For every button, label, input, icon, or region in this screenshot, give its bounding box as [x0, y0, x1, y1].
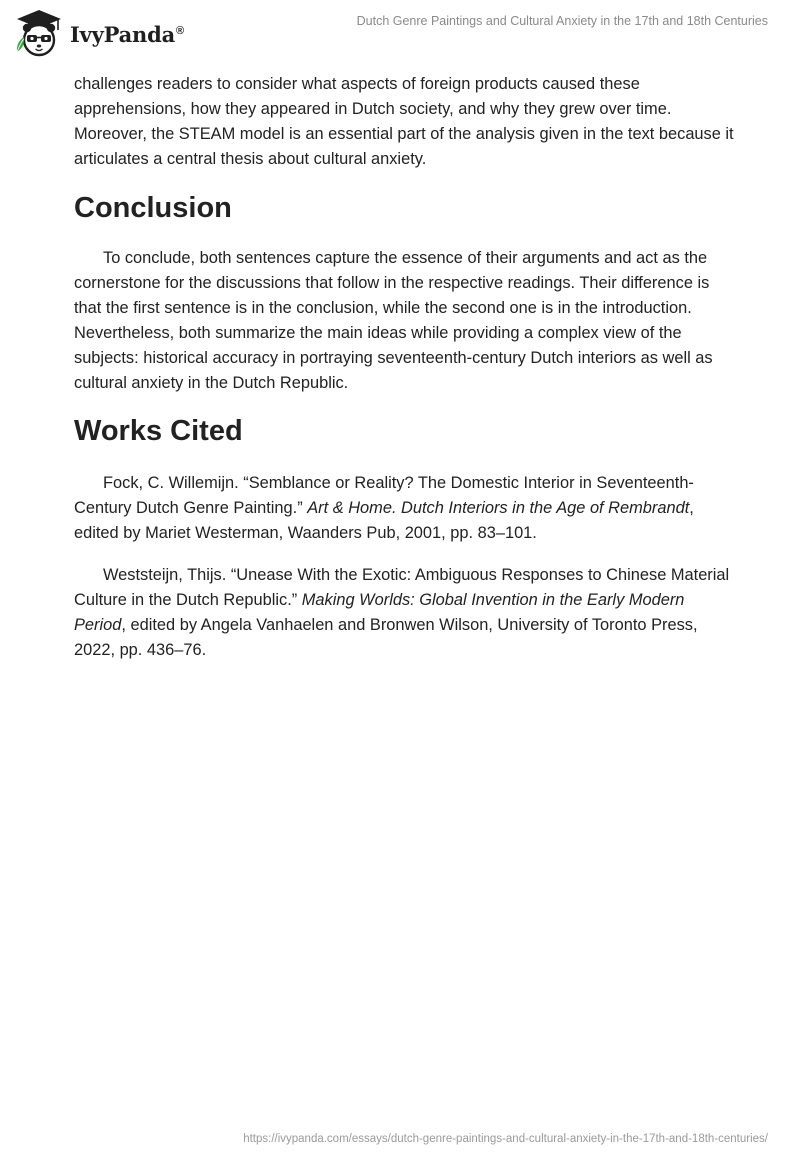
citation-source-title: Making Worlds: Global Invention in the Early Modern Period — [74, 591, 685, 634]
source-url-link[interactable]: https://ivypanda.com/essays/dutch-genre-paintings-and-cultural-anxiety-in-the-17th-and-18th-centuries/ — [243, 1133, 768, 1145]
citation-lead: Weststeijn, Thijs. “Unease With the Exotic: Ambiguous Responses to Chinese Material Culture in the Dutch Republic.” — [74, 566, 730, 609]
logo-wordmark: IvyPanda® — [70, 21, 184, 47]
works-cited-heading: Works Cited — [74, 415, 243, 447]
conclusion-heading: Conclusion — [74, 192, 232, 224]
essay-content — [74, 72, 734, 663]
ivypanda-logo[interactable] — [14, 8, 184, 58]
conclusion-paragraph: To conclude, both sentences capture the essence of their arguments and act as the cornerstone for the discussions that follow in the respective readings. Their difference is that the first sentence is in the conclusion, while the second one is in the introduction. Nevertheless, both summarize the main ideas while providing a complex view of the subjects: historical accuracy in portraying seventeenth-century Dutch interiors as well as cultural anxiety in the Dutch Republic. — [74, 249, 713, 392]
citation-source-title: Art & Home. Dutch Interiors in the Age of Rembrandt — [307, 499, 690, 517]
citation-weststeijn — [74, 563, 734, 663]
document-title: Dutch Genre Paintings and Cultural Anxiety in the 17th and 18th Centuries — [356, 14, 768, 28]
citation-fock — [74, 471, 734, 546]
citation-tail: , edited by Angela Vanhaelen and Bronwen Wilson, University of Toronto Press, 2022, pp. 436–76. — [74, 616, 698, 659]
citation-lead: Fock, C. Willemijn. “Semblance or Reality? The Domestic Interior in Seventeenth-Century Dutch Genre Painting.” — [74, 474, 694, 517]
page-header — [0, 0, 800, 64]
panda-logo-icon — [14, 8, 64, 58]
citation-tail: , edited by Mariet Westerman, Waanders Pub, 2001, pp. 83–101. — [74, 499, 694, 542]
intro-paragraph: challenges readers to consider what aspects of foreign products caused these apprehensions, how they appeared in Dutch society, and why they grew over time. Moreover, the STEAM model is an essential part of the analysis given in the text because it articulates a central thesis about cultural anxiety. — [74, 75, 734, 168]
registered-mark: ® — [176, 24, 184, 37]
